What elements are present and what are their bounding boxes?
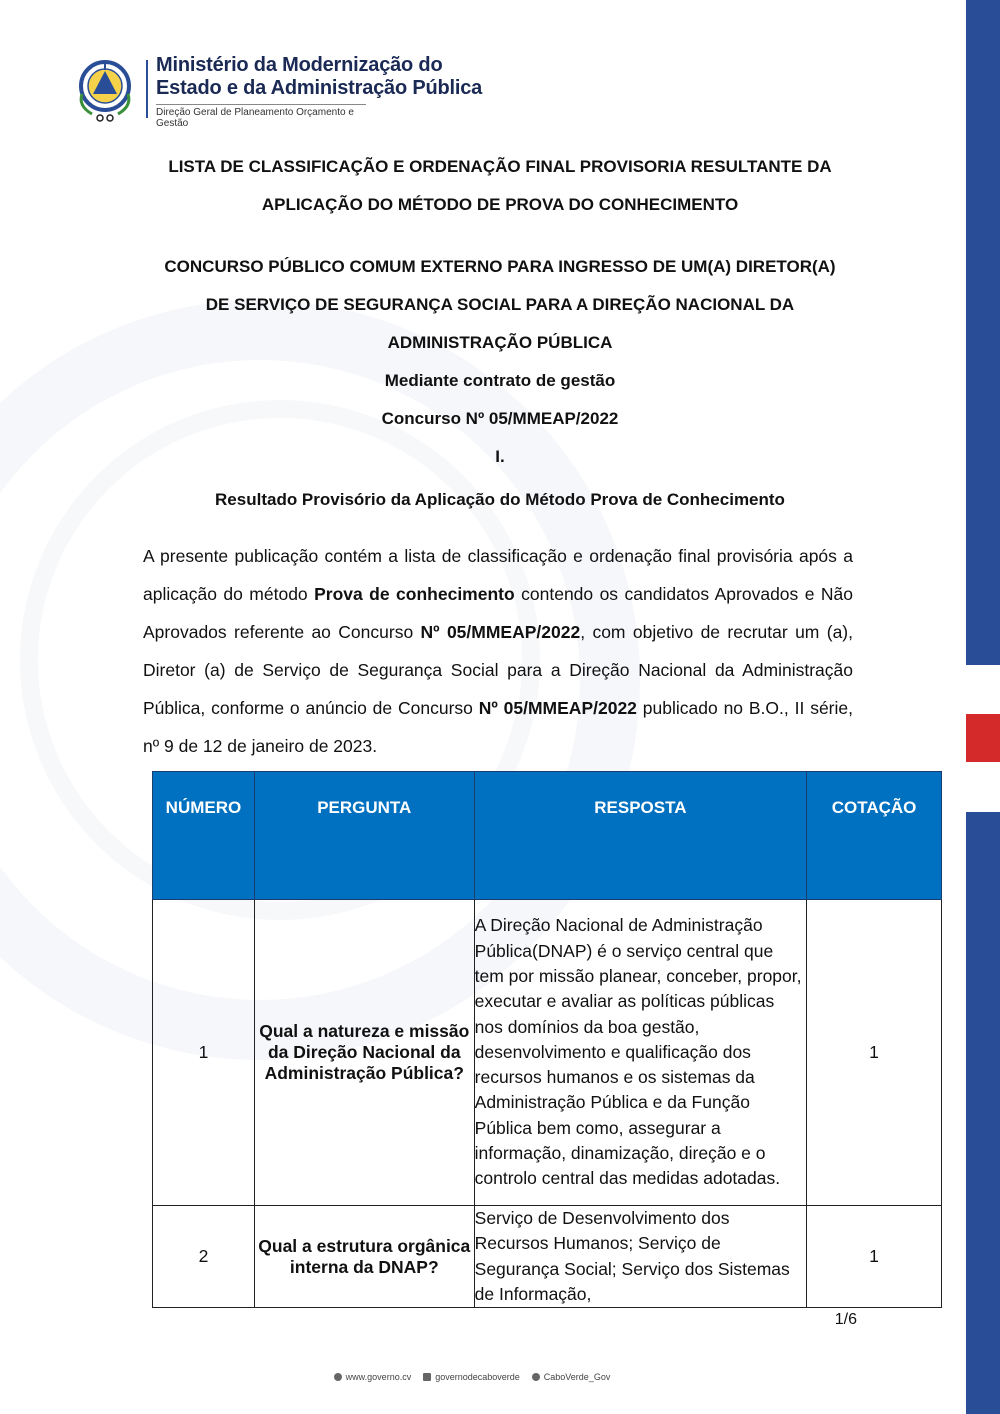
logo-divider [146, 60, 148, 118]
questions-table [152, 771, 942, 1308]
title-line-1: LISTA DE CLASSIFICAÇÃO E ORDENAÇÃO FINAL PROVISORIA RESULTANTE DA [168, 157, 832, 176]
intro-text-4: publicado no B.O., II série, nº 9 de 12 de janeiro de 2023. [143, 698, 853, 756]
side-stripe-blue-top [966, 0, 1000, 665]
intro-paragraph [143, 537, 853, 765]
cell-pergunta: Qual a estrutura orgânica interna da DNAP? [254, 1206, 474, 1308]
table-row [153, 900, 942, 1206]
table-header-row [153, 772, 942, 900]
footer-twitter[interactable] [532, 1372, 611, 1382]
cell-cotacao: 1 [807, 1206, 942, 1308]
intro-text-1: A presente publicação contém a lista de classificação e ordenação final provisória após a aplicação do método [143, 546, 853, 604]
header-cotacao: COTAÇÃO [807, 772, 942, 900]
footer-website[interactable] [334, 1372, 412, 1382]
footer [0, 1372, 944, 1382]
header-pergunta: PERGUNTA [254, 772, 474, 900]
footer-facebook-text: governodecaboverde [435, 1372, 520, 1382]
side-stripe-red [966, 714, 1000, 762]
table-row [153, 1206, 942, 1308]
section-heading: Resultado Provisório da Aplicação do Método Prova de Conhecimento [215, 490, 785, 509]
intro-text-3: , com objetivo de recrutar um (a), Diretor (a) de Serviço de Segurança Social para a Direção Nacional da Administração Pública, conforme o anúncio de Concurso [143, 622, 853, 718]
cell-resposta: Serviço de Desenvolvimento dos Recursos Humanos; Serviço de Segurança Social; Serviço dos Sistemas de Informação, [474, 1206, 806, 1308]
coat-of-arms-icon [72, 54, 138, 124]
ministry-name-line2: Estado e da Administração Pública [156, 77, 483, 99]
footer-website-text: www.governo.cv [345, 1372, 412, 1382]
contest-line-4: Mediante contrato de gestão [384, 371, 616, 390]
page-number: 1/6 [834, 1311, 857, 1328]
cell-pergunta: Qual a natureza e missão da Direção Nacional da Administração Pública? [254, 900, 474, 1206]
contest-line-5: Concurso Nº 05/MMEAP/2022 [381, 409, 619, 428]
ministry-logo [72, 54, 483, 129]
ministry-name-line1: Ministério da Modernização do [156, 54, 443, 76]
intro-text-2: contendo os candidatos Aprovados e Não Aprovados referente ao Concurso [143, 584, 853, 642]
globe-icon [334, 1373, 342, 1381]
contest-line-2: DE SERVIÇO DE SEGURANÇA SOCIAL PARA A DIREÇÃO NACIONAL DA [205, 295, 795, 314]
cell-cotacao: 1 [807, 900, 942, 1206]
header-resposta: RESPOSTA [474, 772, 806, 900]
cell-numero: 2 [153, 1206, 255, 1308]
ministry-department: Direção Geral de Planeamento Orçamento e Gestão [156, 104, 366, 129]
contest-line-6: I. [495, 447, 505, 466]
title-line-2: APLICAÇÃO DO MÉTODO DE PROVA DO CONHECIMENTO [261, 195, 739, 214]
contest-line-3: ADMINISTRAÇÃO PÚBLICA [387, 333, 613, 352]
intro-bold-1: Prova de conhecimento [314, 584, 515, 604]
document-title [100, 148, 900, 224]
side-stripe-blue-bottom [966, 812, 1000, 1414]
facebook-icon [423, 1373, 431, 1381]
footer-facebook[interactable] [423, 1372, 520, 1382]
intro-bold-2: Nº 05/MMEAP/2022 [420, 622, 581, 642]
cell-resposta: A Direção Nacional de Administração Pública(DNAP) é o serviço central que tem por missão planear, conceber, propor, executar e avaliar as políticas públicas nos domínios da boa gestão, desenvolvimento e qualificação dos recursos humanos e os sistemas da Administração Pública e da Função Pública bem como, assegurar a informação, dinamização, direção e o controlo central das medidas adotadas. [474, 900, 806, 1206]
footer-twitter-text: CaboVerde_Gov [543, 1372, 611, 1382]
cell-numero: 1 [153, 900, 255, 1206]
intro-bold-3: Nº 05/MMEAP/2022 [478, 698, 637, 718]
contest-line-1: CONCURSO PÚBLICO COMUM EXTERNO PARA INGRESSO DE UM(A) DIRETOR(A) [164, 257, 836, 276]
header-numero: NÚMERO [153, 772, 255, 900]
twitter-icon [532, 1373, 540, 1381]
contest-title [100, 248, 900, 476]
